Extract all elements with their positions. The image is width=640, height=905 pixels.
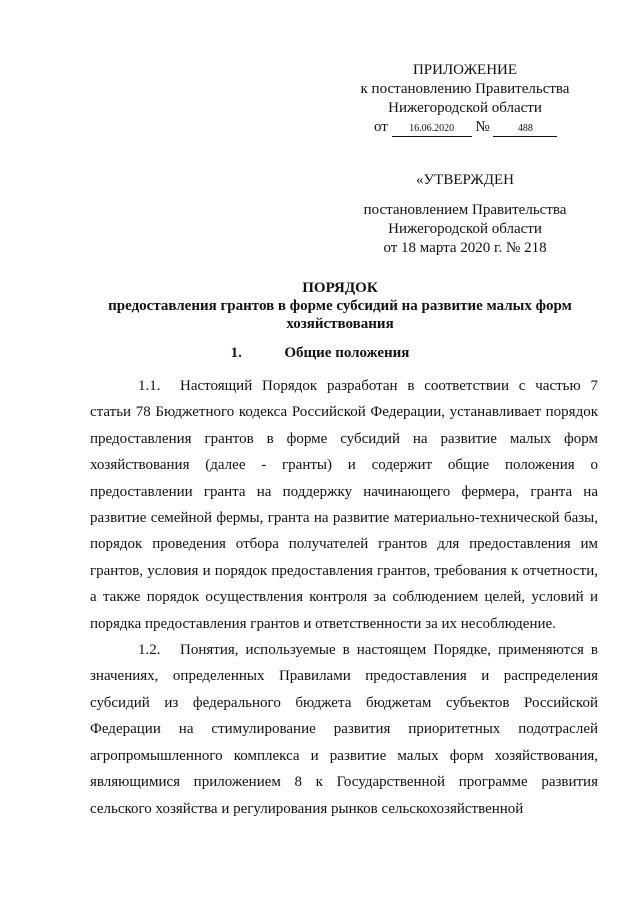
paragraph-text: Настоящий Порядок разработан в соответствии с частью 7 статьи 78 Бюджетного кодекса Российской Федерации, устанавливает порядок предоставления грантов в форме субсидий на развитие малых форм хозяйствования (далее - гранты) и содержит общие положения о предоставлении гранта на поддержку начинающего фермера, гранта на развитие семейной фермы, гранта на развитие материально-технической базы, порядок проведения отбора получателей грантов для предоставления им грантов, условия и порядок предоставления грантов, требования к отчетности, а также порядок осуществления контроля за соблюдением целей, условий и порядка предоставления грантов и ответственности за их несоблюдение. <box>90 378 598 632</box>
paragraph-text: Понятия, используемые в настоящем Порядке, применяются в значениях, определенных Правилами предоставления и распределения субсидий из федерального бюджета бюджетам субъектов Российской Федерации на стимулирование развития приоритетных подотраслей агропромышленного комплекса и развитие малых форм хозяйствования, являющимися приложением 8 к Государственной программе развития сельского хозяйства и регулирования рынков сельскохозяйственной <box>90 642 598 817</box>
paragraph-number: 1.2. <box>138 642 161 659</box>
approved-block <box>350 171 580 258</box>
section-heading <box>0 345 640 362</box>
document-title <box>70 279 610 333</box>
appendix-header <box>340 61 590 137</box>
approved-title: «УТВЕРЖДЕН <box>416 172 514 188</box>
appendix-date-row <box>340 118 590 137</box>
appendix-line-1: к постановлению Правительства <box>360 81 570 97</box>
appendix-line-2: Нижегородской области <box>388 100 542 116</box>
approved-line-1: постановлением Правительства <box>363 202 567 218</box>
appendix-title: ПРИЛОЖЕНИЕ <box>412 62 518 78</box>
appendix-number-sign: № <box>475 119 490 135</box>
paragraph-1-2 <box>90 637 598 822</box>
paragraph-1-1 <box>90 373 598 637</box>
approved-line-2: Нижегородской области <box>388 221 542 237</box>
appendix-date: 16.06.2020 <box>392 122 472 137</box>
document-title-line-1: предоставления грантов в форме субсидий на развитие малых форм <box>108 298 572 314</box>
document-title-line-2: хозяйствования <box>286 316 394 332</box>
appendix-number: 488 <box>493 122 557 137</box>
section-title: Общие положения <box>284 345 410 361</box>
paragraph-number: 1.1. <box>138 378 161 394</box>
document-body <box>90 373 598 822</box>
approved-line-3: от 18 марта 2020 г. № 218 <box>383 240 547 256</box>
appendix-ot-label: от <box>374 119 388 135</box>
document-title-main: ПОРЯДОК <box>302 280 378 296</box>
section-number: 1. <box>230 345 242 361</box>
